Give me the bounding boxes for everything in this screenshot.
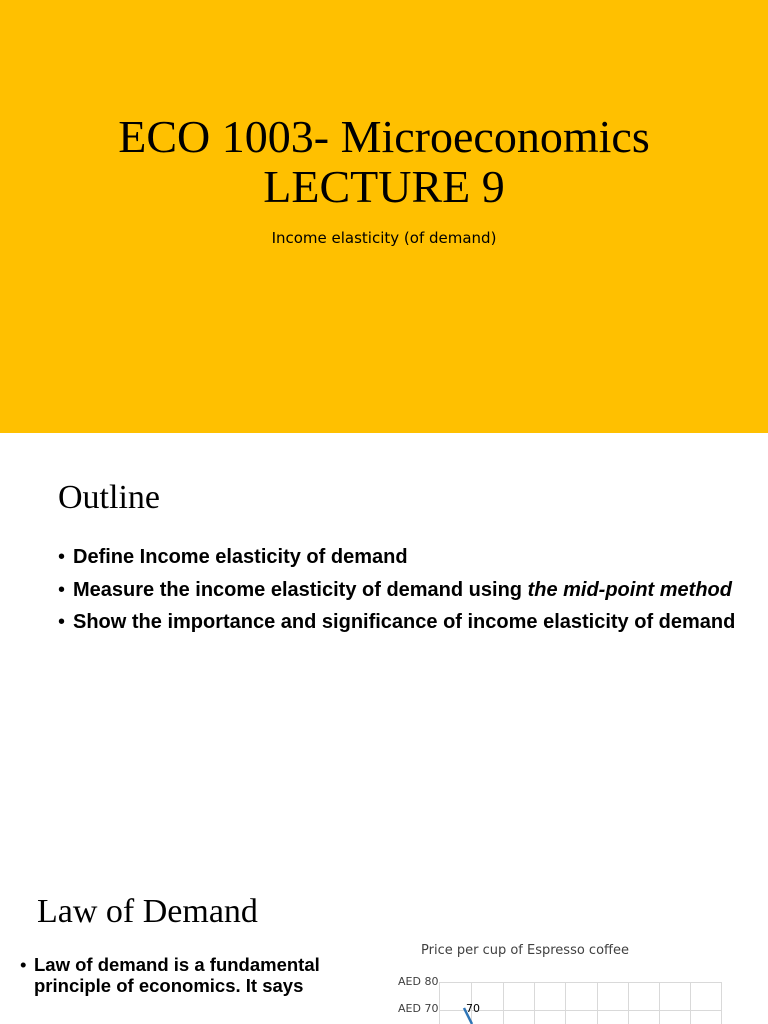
demand-chart [380, 943, 768, 1024]
outline-item-3 [58, 610, 748, 635]
law-of-demand-title: Law of Demand [37, 893, 258, 930]
law-of-demand-bullet [20, 954, 364, 996]
outline-item-2 [58, 578, 748, 603]
chart-title: Price per cup of Espresso coffee [421, 943, 629, 958]
outline-list [58, 545, 748, 643]
data-label-70: 70 [466, 1002, 480, 1015]
law-of-demand-bullet-text: Law of demand is a fundamental principle of economics. It says [34, 954, 320, 996]
outline-item-3-text: Show the importance and significance of income elasticity of demand [73, 611, 736, 633]
slide-subtitle: Income elasticity (of demand) [271, 229, 497, 247]
outline-item-2-emphasis: the mid-point method [527, 578, 732, 601]
outline-title: Outline [58, 479, 160, 516]
bullet-icon: • [58, 546, 66, 568]
slide-title [0, 112, 768, 212]
outline-item-1-text: Define Income elasticity of demand [73, 546, 408, 568]
slide-title-line-2: LECTURE 9 [263, 161, 505, 212]
y-tick-label-80: AED 80 [398, 975, 439, 988]
outline-item-1 [58, 545, 748, 570]
bullet-icon: • [58, 578, 66, 601]
demand-curve-svg [380, 943, 768, 1024]
bullet-icon: • [58, 611, 66, 633]
law-of-demand-slide [0, 853, 768, 1024]
outline-item-2-text: Measure the income elasticity of demand using [73, 578, 528, 601]
bullet-icon: • [20, 954, 27, 975]
y-tick-label-70: AED 70 [398, 1002, 439, 1015]
outline-slide [0, 433, 768, 853]
slide-title-line-1: ECO 1003- Microeconomics [118, 111, 650, 162]
title-slide [0, 0, 768, 433]
